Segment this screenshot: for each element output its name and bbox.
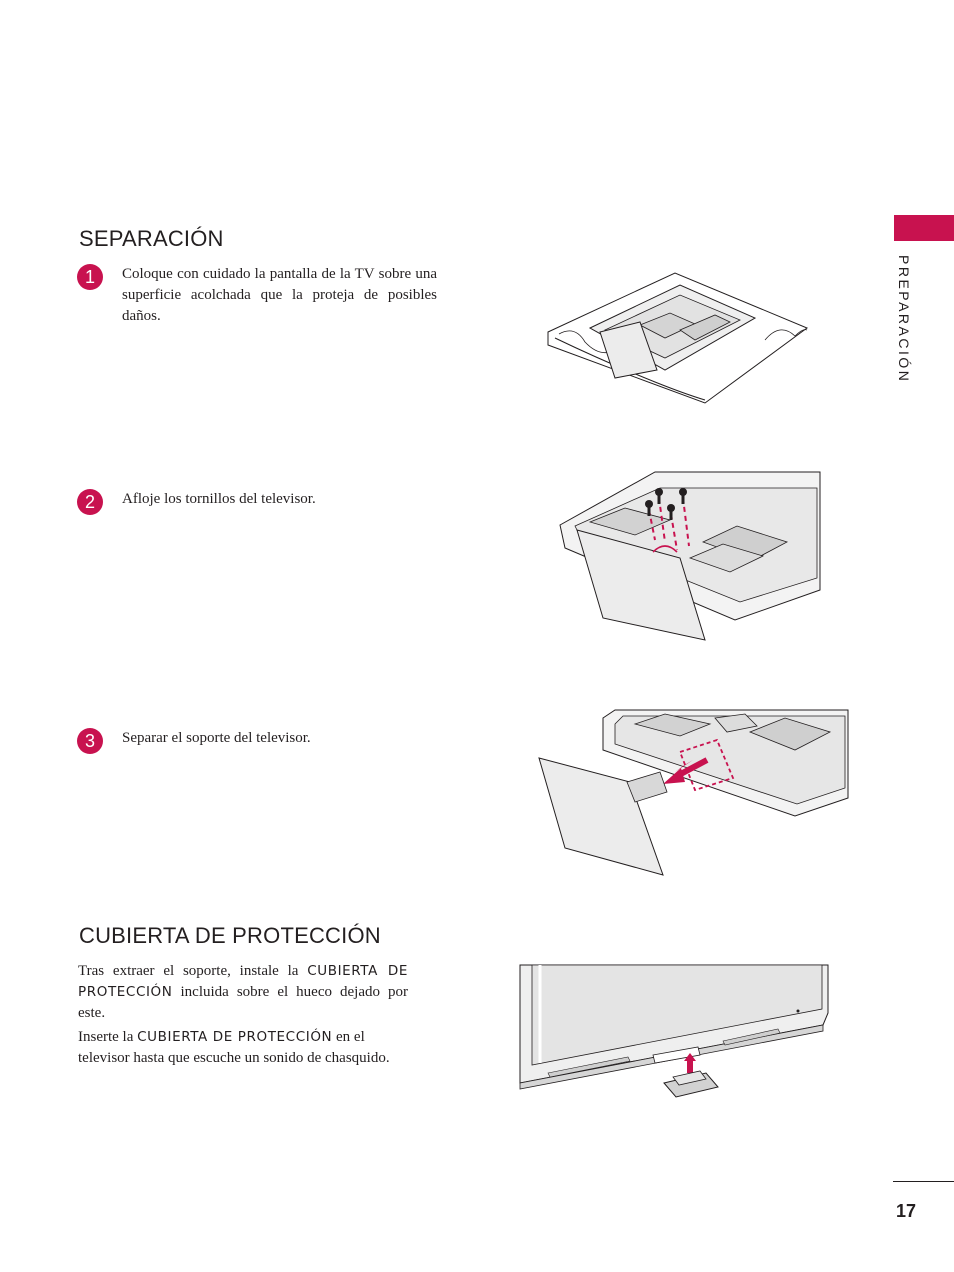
cover-install-text-end: incluida sobre el hueco dejado por este. bbox=[78, 984, 408, 1021]
section-tab-label: PREPARACIÓN bbox=[896, 255, 912, 384]
step-number-2: 2 bbox=[77, 489, 103, 515]
cover-insert-text-end: en el televisor hasta que escuche un sonido de chasquido. bbox=[78, 1029, 390, 1066]
step-number-3: 3 bbox=[77, 728, 103, 754]
section-tab-marker bbox=[894, 215, 954, 241]
tv-on-cushion-illustration bbox=[545, 270, 810, 405]
insert-cover-illustration bbox=[518, 963, 830, 1103]
page-number: 17 bbox=[896, 1201, 917, 1221]
step-text-2: Afloje los tornillos del televisor. bbox=[122, 491, 316, 507]
section-title-separacion: SEPARACIÓN bbox=[79, 226, 224, 251]
remove-stand-illustration bbox=[535, 710, 850, 875]
step-text-1: Coloque con cuidado la pantalla de la TV sobre una superficie acolchada que la proteja de posibles daños. bbox=[122, 266, 437, 324]
cover-insert-paragraph bbox=[78, 1027, 408, 1069]
step-text-3: Separar el soporte del televisor. bbox=[122, 730, 311, 746]
cover-install-paragraph bbox=[78, 961, 408, 1024]
section-title-cubierta: CUBIERTA DE PROTECCIÓN bbox=[79, 923, 381, 948]
page-number-rule bbox=[893, 1181, 954, 1182]
cover-term: CUBIERTA DE PROTECCIÓN bbox=[78, 963, 408, 1000]
cover-insert-text: Inserte la bbox=[78, 1029, 134, 1045]
loosen-screws-illustration bbox=[555, 470, 823, 642]
cover-term-2: CUBIERTA DE PROTECCIÓN bbox=[137, 1029, 333, 1045]
step-number-1: 1 bbox=[77, 264, 103, 290]
cover-install-text: Tras extraer el soporte, instale la bbox=[78, 963, 299, 979]
